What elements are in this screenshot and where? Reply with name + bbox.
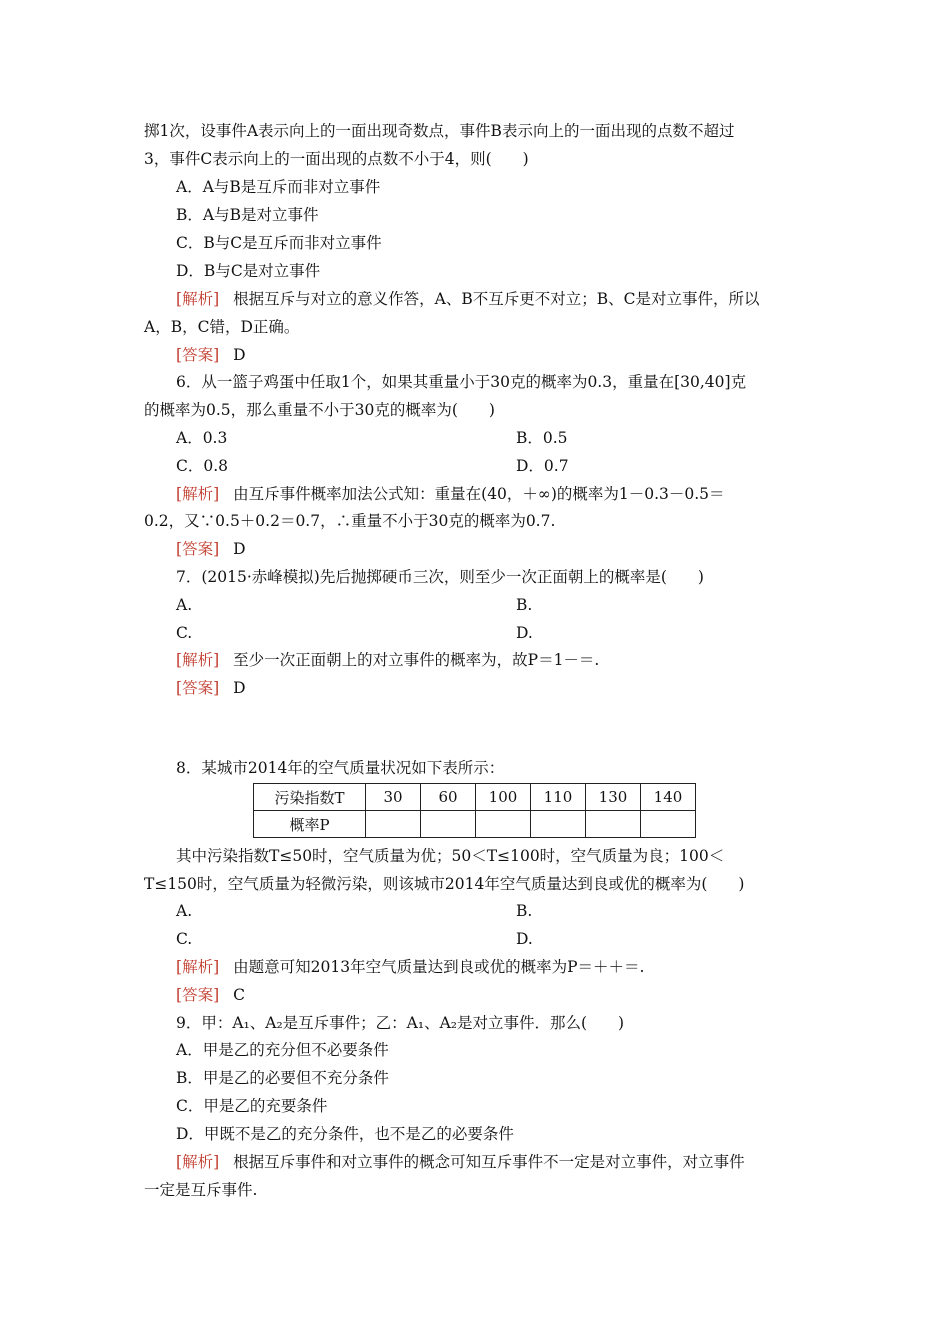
q9-stem: 9．甲：A₁、A₂是互斥事件；乙：A₁、A₂是对立事件．那么( )	[176, 1014, 625, 1032]
q6-answer-value: D	[233, 540, 246, 558]
q8-answer	[176, 985, 245, 1005]
table-cell: 60	[421, 784, 476, 811]
q7-answer	[176, 678, 246, 698]
table-cell: 30	[366, 784, 421, 811]
q5-answer	[176, 345, 246, 365]
q9-analysis-line2: 一定是互斥事件.	[144, 1181, 258, 1199]
q7-analysis	[176, 650, 599, 670]
q5-stem-line1: 掷1次，设事件A表示向上的一面出现奇数点，事件B表示向上的一面出现的点数不超过	[144, 122, 735, 140]
table-row	[254, 811, 696, 838]
table-cell	[421, 811, 476, 838]
table-cell	[641, 811, 696, 838]
q6-stem-line2: 的概率为0.5，那么重量不小于30克的概率为( )	[144, 401, 495, 419]
q5-analysis-line1	[176, 289, 759, 309]
q9-analysis-line1	[176, 1152, 745, 1172]
table-cell	[366, 811, 421, 838]
analysis-tag: [ 解析 ]	[176, 958, 219, 976]
q6-answer	[176, 539, 246, 559]
q6-option-b: B．0.5	[516, 429, 568, 447]
answer-tag: [ 答案 ]	[176, 986, 219, 1004]
q7-answer-value: D	[233, 679, 246, 697]
table-cell	[586, 811, 641, 838]
answer-tag: [ 答案 ]	[176, 540, 219, 558]
q9-option-c: C．甲是乙的充要条件	[176, 1097, 328, 1115]
analysis-tag: [ 解析 ]	[176, 651, 219, 669]
q8-answer-value: C	[233, 986, 246, 1004]
table-cell: 100	[476, 784, 531, 811]
analysis-tag: [ 解析 ]	[176, 485, 219, 503]
q5-analysis-line2: A，B，C错，D正确。	[144, 318, 300, 336]
q6-option-c: C．0.8	[176, 457, 229, 475]
q9-option-d: D．甲既不是乙的充分条件，也不是乙的必要条件	[176, 1125, 514, 1143]
q8-option-c: C.	[176, 930, 193, 948]
q6-analysis-line1	[176, 484, 725, 504]
q6-analysis-line2: 0.2，又∵0.5＋0.2＝0.7，∴重量不小于30克的概率为0.7.	[144, 512, 556, 530]
q6-analysis-text: 由互斥事件概率加法公式知：重量在(40，＋∞)的概率为1－0.3－0.5＝	[233, 485, 725, 503]
table-cell: 130	[586, 784, 641, 811]
answer-tag: [ 答案 ]	[176, 679, 219, 697]
table-cell: 140	[641, 784, 696, 811]
table-header-probability: 概率P	[254, 811, 366, 838]
q5-analysis-text: 根据互斥与对立的意义作答，A、B不互斥更不对立；B、C是对立事件，所以	[233, 290, 760, 308]
q9-option-b: B．甲是乙的必要但不充分条件	[176, 1069, 389, 1087]
q8-option-a: A.	[176, 902, 193, 920]
q9-option-a: A．甲是乙的充分但不必要条件	[176, 1041, 389, 1059]
q5-option-a: A．A与B是互斥而非对立事件	[176, 178, 381, 196]
q7-option-c: C.	[176, 624, 193, 642]
air-quality-table	[253, 783, 696, 838]
q5-answer-value: D	[233, 346, 246, 364]
table-row	[254, 784, 696, 811]
table-cell	[531, 811, 586, 838]
q8-analysis-text: 由题意可知2013年空气质量达到良或优的概率为P＝＋＋＝.	[233, 958, 645, 976]
analysis-tag: [ 解析 ]	[176, 290, 219, 308]
q6-option-a: A．0.3	[176, 429, 228, 447]
q6-option-d: D．0.7	[516, 457, 569, 475]
analysis-tag: [ 解析 ]	[176, 1153, 219, 1171]
q7-stem: 7．(2015·赤峰模拟)先后抛掷硬币三次，则至少一次正面朝上的概率是( )	[176, 568, 704, 586]
q7-option-b: B.	[516, 596, 533, 614]
q8-condition-line2: T≤150时，空气质量为轻微污染，则该城市2014年空气质量达到良或优的概率为( )	[144, 875, 745, 893]
q7-analysis-text: 至少一次正面朝上的对立事件的概率为，故P＝1－＝.	[233, 651, 600, 669]
q5-stem-line2: 3，事件C表示向上的一面出现的点数不小于4，则( )	[144, 150, 529, 168]
q7-option-d: D.	[516, 624, 533, 642]
table-cell: 110	[531, 784, 586, 811]
q5-option-d: D．B与C是对立事件	[176, 262, 321, 280]
q8-analysis	[176, 957, 644, 977]
q8-stem: 8．某城市2014年的空气质量状况如下表所示：	[176, 759, 505, 777]
table-header-index: 污染指数T	[254, 784, 366, 811]
q7-option-a: A.	[176, 596, 193, 614]
answer-tag: [ 答案 ]	[176, 346, 219, 364]
table-cell	[476, 811, 531, 838]
q8-option-d: D.	[516, 930, 533, 948]
q8-option-b: B.	[516, 902, 533, 920]
q5-option-b: B．A与B是对立事件	[176, 206, 319, 224]
q8-condition-line1: 其中污染指数T≤50时，空气质量为优；50＜T≤100时，空气质量为良；100＜	[176, 847, 725, 865]
q6-stem-line1: 6．从一篮子鸡蛋中任取1个，如果其重量小于30克的概率为0.3，重量在[30,40]克	[176, 373, 747, 391]
q9-analysis-text: 根据互斥事件和对立事件的概念可知互斥事件不一定是对立事件，对立事件	[233, 1153, 745, 1171]
q5-option-c: C．B与C是互斥而非对立事件	[176, 234, 382, 252]
